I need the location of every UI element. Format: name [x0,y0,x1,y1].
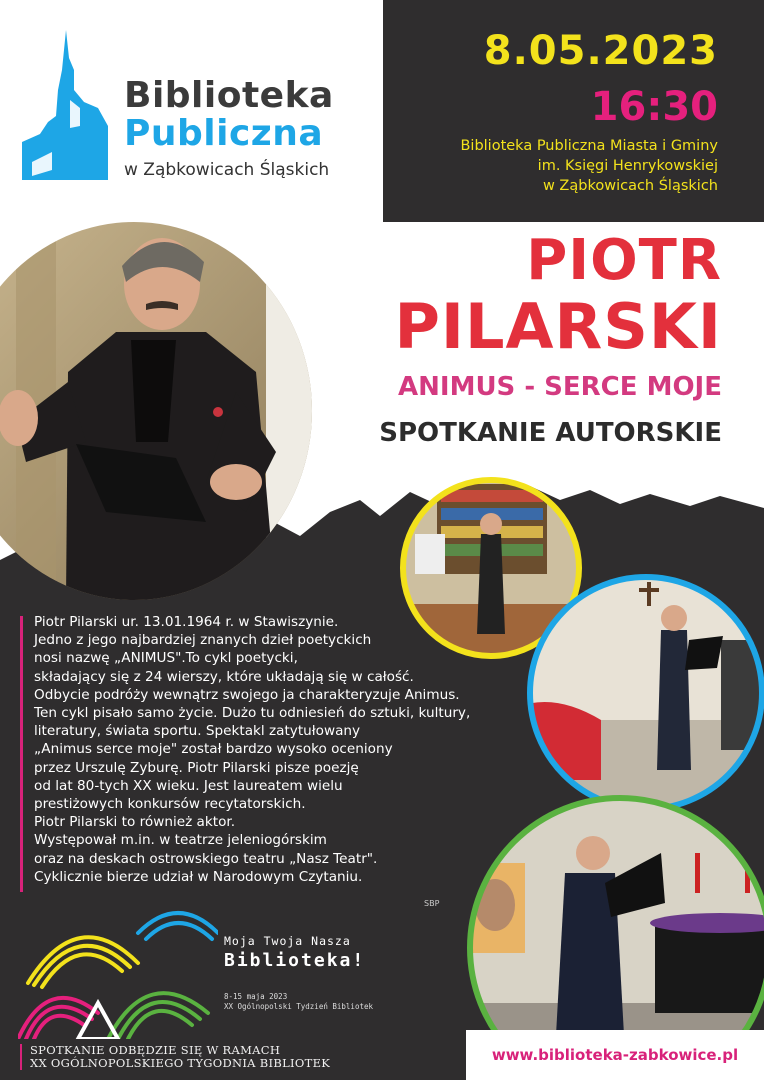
bio-line: Odbycie podróży wewnątrz swojego ja charakteryzuje Animus. [34,686,460,703]
author-portrait [0,222,312,600]
logo-line2: Publiczna [124,113,324,154]
bio-line: składający się z 24 wierszy, które układają się w całość. [34,668,414,685]
campaign-date-range: 8-15 maja 2023 [224,992,288,1001]
photo-stage [455,793,764,1063]
bio-line: Jedno z jego najbardziej znanych dzieł poetyckich [34,632,372,649]
bio-line: „Animus serce moje" został bardzo wysoko oceniony [34,741,393,758]
logo-line3: w Ząbkowicach Śląskich [124,160,330,180]
photo-chapel [511,570,764,816]
bio-line: prestiżowych konkursów recytatorskich. [34,796,306,813]
bio-line: literatury, świata sportu. Spektakl zatytułowany [34,723,361,740]
event-date: 8.05.2023 [483,28,718,74]
event-time: 16:30 [590,84,718,130]
footer-note [30,1044,330,1070]
bio-line: Występował m.in. w teatrze jeleniogórskim [34,832,327,849]
event-type: SPOTKANIE AUTORSKIE [379,418,722,448]
campaign-dates [224,992,373,1012]
sbp-logo: SBP [424,899,440,908]
bio-line: od lat 80-tych XX wieku. Jest laureatem wielu [34,777,343,794]
event-venue [460,136,718,196]
footer-line: SPOTKANIE ODBĘDZIE SIĘ W RAMACH [30,1043,281,1057]
event-subtitle: ANIMUS - SERCE MOJE [398,372,722,402]
campaign-line2: Biblioteka! [224,950,366,971]
author-first-name: PIOTR [526,228,722,293]
website-link[interactable]: www.biblioteka-zabkowice.pl [491,1046,739,1064]
fingerprint-logo [18,893,218,1039]
bio-line: Ten cykl pisało samo życie. Dużo tu odniesień do sztuki, kultury, [34,705,471,722]
venue-line: w Ząbkowicach Śląskich [542,178,718,194]
bio-line: przez Urszulę Zyburę. Piotr Pilarski pisze poezję [34,759,359,776]
tower-icon [22,30,108,180]
campaign-line1: Moja Twoja Nasza [224,934,351,948]
article-accent-bar [20,616,23,892]
bio-line: Piotr Pilarski to również aktor. [34,814,236,831]
bio-line: Piotr Pilarski ur. 13.01.1964 r. w Stawiszynie. [34,614,339,630]
footer-line: XX OGÓLNOPOLSKIEGO TYGODNIA BIBLIOTEK [30,1056,331,1070]
bio-line: Cyklicznie bierze udział w Narodowym Czytaniu. [34,868,363,885]
campaign-edition: XX Ogólnopolski Tydzień Bibliotek [224,1002,374,1011]
logo-line1: Biblioteka [124,75,334,116]
bio-line: nosi nazwę „ANIMUS".To cykl poetycki, [34,650,298,667]
venue-line: Biblioteka Publiczna Miasta i Gminy [460,138,718,154]
bio-line: oraz na deskach ostrowskiego teatru „Nasz Teatr". [34,850,378,867]
venue-line: im. Księgi Henrykowskiej [537,158,718,174]
author-last-name: PILARSKI [394,290,722,363]
footer-accent-bar [20,1044,22,1070]
